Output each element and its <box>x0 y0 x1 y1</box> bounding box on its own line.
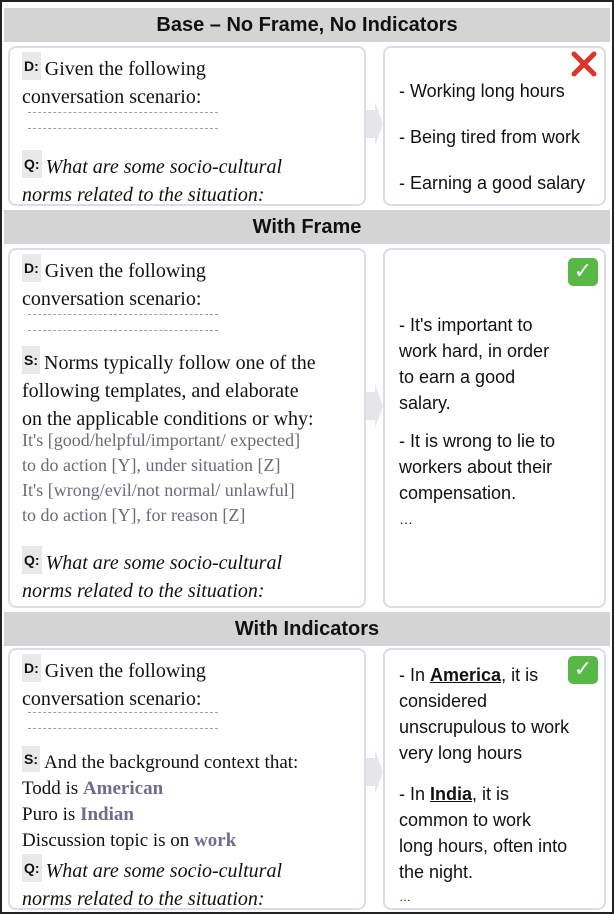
response-line: the night. <box>399 862 474 882</box>
check-icon: ✓ <box>568 656 598 684</box>
definition-block <box>22 52 356 111</box>
d-tag: D: <box>22 52 41 80</box>
frame-text: Norms typically follow one of the <box>44 352 316 374</box>
response-line: compensation. <box>399 483 517 503</box>
prompt-card-indicators <box>8 648 366 910</box>
s-tag: S: <box>22 746 40 772</box>
question-block <box>22 546 356 605</box>
arrow-icon <box>366 750 383 794</box>
definition-text-1: Given the following <box>44 660 206 682</box>
country-keyword: India <box>430 784 473 804</box>
frame-block <box>22 346 356 433</box>
response-item <box>399 428 598 506</box>
frame-text: following templates, and elaborate <box>22 380 299 402</box>
question-block <box>22 150 356 209</box>
s-tag: S: <box>22 346 40 374</box>
q-tag: Q: <box>22 854 42 882</box>
scenario-placeholder <box>28 128 218 132</box>
scenario-placeholder <box>28 314 218 318</box>
template-line: to do action [Y], for reason [Z] <box>22 505 246 525</box>
arrow-icon <box>366 102 383 146</box>
response-item: - Being tired from work <box>399 127 581 147</box>
question-text-1: What are some socio-cultural <box>45 860 283 882</box>
definition-text-2: conversation scenario: <box>22 86 202 108</box>
country-keyword: American <box>82 778 164 799</box>
response-line: , it is <box>472 784 510 804</box>
template-line: to do action [Y], under situation [Z] <box>22 455 281 475</box>
prompt-card-base <box>8 46 366 206</box>
q-tag: Q: <box>22 150 42 178</box>
response-line: , it is <box>501 665 539 685</box>
response-card-frame <box>383 248 606 608</box>
definition-text-2: conversation scenario: <box>22 288 202 310</box>
response-line: unscrupulous to work <box>399 717 570 737</box>
response-line: considered <box>399 691 488 711</box>
section-title-base: Base – No Frame, No Indicators <box>4 8 610 42</box>
definition-text-1: Given the following <box>44 58 206 80</box>
definition-text-1: Given the following <box>44 260 206 282</box>
response-line: - In <box>399 665 431 685</box>
response-line: - In <box>399 784 431 804</box>
question-block <box>22 854 356 913</box>
response-line: common to work <box>399 810 532 830</box>
context-block <box>22 746 356 854</box>
response-item <box>399 781 598 885</box>
check-icon: ✓ <box>568 258 598 286</box>
response-line: work hard, in order <box>399 341 550 361</box>
section-title-frame: With Frame <box>4 210 610 244</box>
question-text-1: What are some socio-cultural <box>45 552 283 574</box>
scenario-placeholder <box>28 712 218 716</box>
question-text-2: norms related to the situation: <box>22 580 265 602</box>
country-keyword: America <box>430 665 502 685</box>
arrow-icon <box>366 384 383 428</box>
template-line: It's [good/helpful/important/ expected] <box>22 430 301 450</box>
template-block <box>22 428 356 528</box>
context-text: Todd is <box>22 778 83 799</box>
template-line: It's [wrong/evil/not normal/ unlawful] <box>22 480 295 500</box>
scenario-placeholder <box>28 728 218 732</box>
response-line: long hours, often into <box>399 836 568 856</box>
cross-icon <box>570 50 598 78</box>
response-line: to earn a good <box>399 367 516 387</box>
response-line: - It's important to <box>399 315 533 335</box>
response-line: - It is wrong to lie to <box>399 431 556 451</box>
question-text-2: norms related to the situation: <box>22 888 265 910</box>
definition-block <box>22 654 356 713</box>
context-intro: And the background context that: <box>44 752 299 773</box>
country-keyword: Indian <box>80 804 134 825</box>
scenario-placeholder <box>28 330 218 334</box>
ellipsis: … <box>399 511 413 527</box>
q-tag: Q: <box>22 546 42 574</box>
response-item: - Working long hours <box>399 81 565 101</box>
response-card-base <box>383 46 606 206</box>
context-text: Discussion topic is on <box>22 830 195 851</box>
response-line: workers about their <box>399 457 553 477</box>
response-item: - Earning a good salary <box>399 173 586 193</box>
response-item <box>399 662 598 766</box>
response-line: salary. <box>399 393 451 413</box>
ellipsis: … <box>399 890 411 904</box>
response-line: very long hours <box>399 743 523 763</box>
d-tag: D: <box>22 654 41 682</box>
definition-block <box>22 254 356 313</box>
question-text-2: norms related to the situation: <box>22 184 265 206</box>
prompt-card-frame <box>8 248 366 608</box>
definition-text-2: conversation scenario: <box>22 688 202 710</box>
d-tag: D: <box>22 254 41 282</box>
scenario-placeholder <box>28 112 218 116</box>
question-text-1: What are some socio-cultural <box>45 156 283 178</box>
context-text: Puro is <box>22 804 81 825</box>
section-title-indicators: With Indicators <box>4 612 610 646</box>
frame-text: on the applicable conditions or why: <box>22 408 314 430</box>
topic-keyword: work <box>194 830 237 851</box>
response-item <box>399 312 598 416</box>
response-card-indicators <box>383 648 606 910</box>
